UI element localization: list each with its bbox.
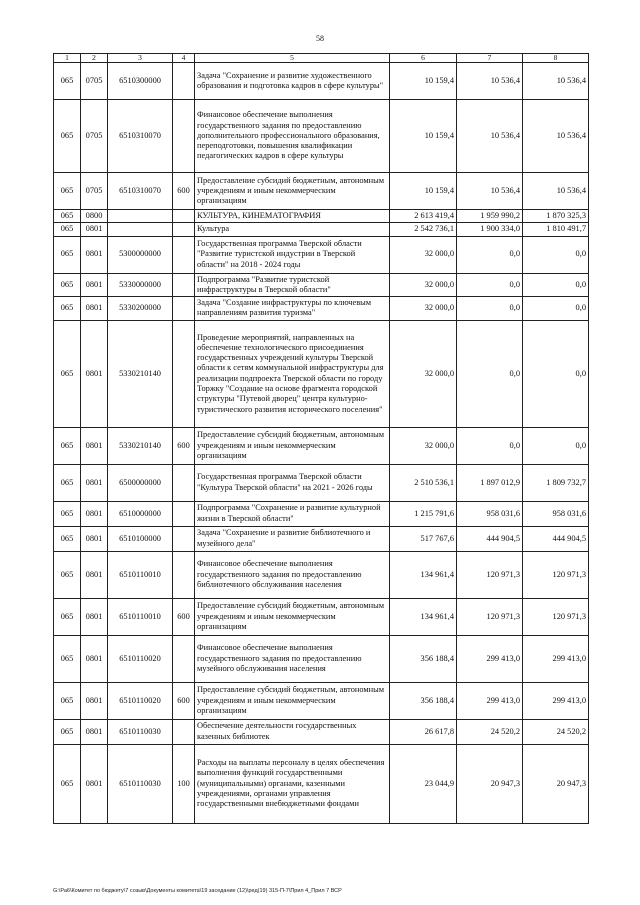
table-row [54,744,589,823]
column-header: 7 [457,54,523,63]
cell-expense-type [173,297,195,321]
cell-description: Задача "Сохранение и развитие художественного образования и подготовка кадров в сфере культуры" [195,63,390,100]
cell-section-code: 0801 [81,744,108,823]
cell-description: Обеспечение деятельности государственных казенных библиотек [195,719,390,744]
cell-ministry-code: 065 [54,464,81,501]
table-body [54,63,589,824]
cell-amount-3: 1 870 325,3 [523,210,589,223]
cell-description: Предоставление субсидий бюджетным, автономным учреждениям и иным некоммерческим организациям [195,173,390,210]
budget-table [53,53,589,824]
table-row [54,682,589,719]
cell-target-article [108,210,173,223]
cell-description: Подпрограмма "Сохранение и развитие культурной жизни в Тверской области" [195,501,390,526]
cell-expense-type [173,526,195,551]
cell-amount-2: 10 536,4 [457,173,523,210]
cell-target-article: 6510310070 [108,100,173,173]
cell-amount-1: 356 188,4 [390,635,457,682]
cell-ministry-code: 065 [54,173,81,210]
cell-description: Финансовое обеспечение выполнения государственного задания по предоставлению музейного обслуживания населения [195,635,390,682]
table-row [54,320,589,427]
cell-amount-3: 10 536,4 [523,173,589,210]
cell-ministry-code: 065 [54,63,81,100]
table-row [54,223,589,236]
footer-file-path: G:\Ра6\Комитет по бюджету\7 созыв\Документы комитета\19 заседание (12)\ред(19) 315-П-7\Прил 4_Прил 7 ВСР [53,888,342,894]
cell-ministry-code: 065 [54,427,81,464]
cell-amount-2: 299 413,0 [457,682,523,719]
column-header: 6 [390,54,457,63]
cell-target-article: 6510110030 [108,719,173,744]
cell-amount-3: 24 520,2 [523,719,589,744]
cell-target-article: 6510000000 [108,501,173,526]
cell-ministry-code: 065 [54,598,81,635]
cell-expense-type [173,635,195,682]
cell-amount-3: 1 810 491,7 [523,223,589,236]
page-number: 58 [316,34,324,43]
cell-amount-1: 32 000,0 [390,236,457,273]
table-row [54,464,589,501]
cell-expense-type [173,320,195,427]
cell-expense-type [173,273,195,297]
cell-description: Государственная программа Тверской области "Культура Тверской области" на 2021 - 2026 годы [195,464,390,501]
cell-ministry-code: 065 [54,526,81,551]
cell-amount-3: 1 809 732,7 [523,464,589,501]
cell-amount-3: 958 031,6 [523,501,589,526]
cell-amount-1: 2 542 736,1 [390,223,457,236]
cell-amount-2: 24 520,2 [457,719,523,744]
column-header: 4 [173,54,195,63]
cell-description: Культура [195,223,390,236]
cell-amount-2: 0,0 [457,320,523,427]
cell-amount-3: 0,0 [523,273,589,297]
cell-amount-2: 0,0 [457,236,523,273]
cell-description: Финансовое обеспечение выполнения государственного задания по предоставлению библиотечного обслуживания населения [195,551,390,598]
cell-description: Предоставление субсидий бюджетным, автономным учреждениям и иным некоммерческим организациям [195,682,390,719]
cell-amount-1: 10 159,4 [390,173,457,210]
cell-target-article: 6510310070 [108,173,173,210]
cell-target-article: 5330000000 [108,273,173,297]
cell-target-article: 6510100000 [108,526,173,551]
cell-amount-1: 134 961,4 [390,551,457,598]
cell-ministry-code: 065 [54,635,81,682]
cell-amount-1: 2 510 536,1 [390,464,457,501]
cell-target-article: 6510110020 [108,682,173,719]
cell-section-code: 0801 [81,464,108,501]
cell-amount-1: 26 617,8 [390,719,457,744]
cell-ministry-code: 065 [54,744,81,823]
cell-amount-2: 20 947,3 [457,744,523,823]
cell-amount-3: 0,0 [523,297,589,321]
cell-amount-3: 120 971,3 [523,598,589,635]
cell-section-code: 0801 [81,501,108,526]
cell-amount-3: 299 413,0 [523,635,589,682]
cell-target-article: 6510110010 [108,551,173,598]
column-header: 3 [108,54,173,63]
cell-ministry-code: 065 [54,236,81,273]
cell-description: КУЛЬТУРА, КИНЕМАТОГРАФИЯ [195,210,390,223]
cell-section-code: 0801 [81,682,108,719]
cell-amount-2: 120 971,3 [457,598,523,635]
cell-description: Проведение мероприятий, направленных на обеспечение технологического присоединения государственных учреждений культуры Тверской области к сетям коммунальной инфраструктуры для реализации подпроекта Тверской области по городу Торжку "Создание на основе фрагмента городской структуры "Путевой дворец" центра культурно-туристического развития исторического поселения" [195,320,390,427]
cell-amount-1: 134 961,4 [390,598,457,635]
cell-amount-1: 32 000,0 [390,427,457,464]
cell-ministry-code: 065 [54,223,81,236]
cell-section-code: 0801 [81,236,108,273]
table-row [54,551,589,598]
cell-section-code: 0801 [81,427,108,464]
cell-amount-2: 10 536,4 [457,100,523,173]
cell-ministry-code: 065 [54,273,81,297]
table-row [54,100,589,173]
cell-amount-2: 1 959 990,2 [457,210,523,223]
cell-expense-type: 600 [173,173,195,210]
cell-section-code: 0801 [81,273,108,297]
cell-section-code: 0801 [81,635,108,682]
cell-target-article: 5300000000 [108,236,173,273]
cell-description: Предоставление субсидий бюджетным, автономным учреждениям и иным некоммерческим организациям [195,427,390,464]
cell-amount-2: 1 900 334,0 [457,223,523,236]
cell-description: Подпрограмма "Развитие туристской инфраструктуры в Тверской области" [195,273,390,297]
cell-target-article: 6510110030 [108,744,173,823]
table-row [54,635,589,682]
cell-target-article: 6510300000 [108,63,173,100]
table-row [54,526,589,551]
cell-expense-type [173,236,195,273]
cell-expense-type [173,464,195,501]
cell-amount-3: 0,0 [523,320,589,427]
cell-expense-type [173,719,195,744]
cell-target-article: 6510110010 [108,598,173,635]
cell-expense-type: 100 [173,744,195,823]
column-header: 8 [523,54,589,63]
table-row [54,236,589,273]
cell-amount-1: 517 767,6 [390,526,457,551]
cell-amount-2: 120 971,3 [457,551,523,598]
table-row [54,598,589,635]
cell-amount-3: 10 536,4 [523,100,589,173]
cell-amount-3: 444 904,5 [523,526,589,551]
cell-expense-type: 600 [173,598,195,635]
cell-amount-3: 0,0 [523,427,589,464]
table-row [54,173,589,210]
cell-section-code: 0705 [81,63,108,100]
cell-ministry-code: 065 [54,551,81,598]
cell-amount-2: 958 031,6 [457,501,523,526]
cell-amount-1: 32 000,0 [390,320,457,427]
table-row [54,427,589,464]
cell-target-article [108,223,173,236]
cell-expense-type [173,223,195,236]
cell-section-code: 0801 [81,223,108,236]
cell-target-article: 6510110020 [108,635,173,682]
table-row [54,273,589,297]
cell-section-code: 0705 [81,100,108,173]
cell-amount-2: 1 897 012,9 [457,464,523,501]
cell-amount-2: 0,0 [457,297,523,321]
cell-description: Задача "Создание инфраструктуры по ключевым направлениям развития туризма" [195,297,390,321]
table-row [54,63,589,100]
cell-ministry-code: 065 [54,297,81,321]
cell-amount-3: 299 413,0 [523,682,589,719]
column-header: 1 [54,54,81,63]
cell-ministry-code: 065 [54,501,81,526]
cell-ministry-code: 065 [54,100,81,173]
table-row [54,297,589,321]
cell-section-code: 0801 [81,297,108,321]
cell-amount-3: 120 971,3 [523,551,589,598]
cell-expense-type: 600 [173,427,195,464]
cell-amount-1: 1 215 791,6 [390,501,457,526]
cell-description: Финансовое обеспечение выполнения государственного задания по предоставлению дополнительного профессионального образования, переподготовки, повышения квалификации педагогических кадров в сфере культуры [195,100,390,173]
cell-expense-type: 600 [173,682,195,719]
cell-description: Предоставление субсидий бюджетным, автономным учреждениям и иным некоммерческим организациям [195,598,390,635]
cell-section-code: 0800 [81,210,108,223]
cell-description: Задача "Сохранение и развитие библиотечного и музейного дела" [195,526,390,551]
cell-expense-type [173,210,195,223]
cell-expense-type [173,63,195,100]
table-row [54,719,589,744]
cell-amount-3: 20 947,3 [523,744,589,823]
cell-amount-1: 32 000,0 [390,297,457,321]
header-row [54,54,589,63]
cell-section-code: 0801 [81,526,108,551]
cell-expense-type [173,100,195,173]
cell-description: Расходы на выплаты персоналу в целях обеспечения выполнения функций государственными (муниципальными) органами, казенными учреждениями, органами управления государственными внебюджетными фондами [195,744,390,823]
cell-amount-1: 10 159,4 [390,63,457,100]
cell-amount-3: 0,0 [523,236,589,273]
cell-section-code: 0801 [81,551,108,598]
cell-amount-2: 0,0 [457,427,523,464]
cell-amount-3: 10 536,4 [523,63,589,100]
cell-target-article: 5330200000 [108,297,173,321]
cell-ministry-code: 065 [54,682,81,719]
cell-amount-2: 299 413,0 [457,635,523,682]
column-header: 2 [81,54,108,63]
column-header: 5 [195,54,390,63]
cell-section-code: 0705 [81,173,108,210]
cell-amount-1: 10 159,4 [390,100,457,173]
cell-ministry-code: 065 [54,210,81,223]
table-row [54,501,589,526]
cell-amount-1: 356 188,4 [390,682,457,719]
cell-amount-1: 23 044,9 [390,744,457,823]
cell-section-code: 0801 [81,598,108,635]
cell-amount-2: 10 536,4 [457,63,523,100]
cell-ministry-code: 065 [54,719,81,744]
cell-description: Государственная программа Тверской области "Развитие туристской индустрии в Тверской области" на 2018 - 2024 годы [195,236,390,273]
cell-amount-1: 32 000,0 [390,273,457,297]
cell-expense-type [173,551,195,598]
cell-target-article: 6500000000 [108,464,173,501]
table-row [54,210,589,223]
cell-target-article: 5330210140 [108,427,173,464]
cell-section-code: 0801 [81,320,108,427]
cell-section-code: 0801 [81,719,108,744]
cell-expense-type [173,501,195,526]
cell-amount-2: 444 904,5 [457,526,523,551]
cell-amount-1: 2 613 419,4 [390,210,457,223]
cell-ministry-code: 065 [54,320,81,427]
cell-target-article: 5330210140 [108,320,173,427]
cell-amount-2: 0,0 [457,273,523,297]
